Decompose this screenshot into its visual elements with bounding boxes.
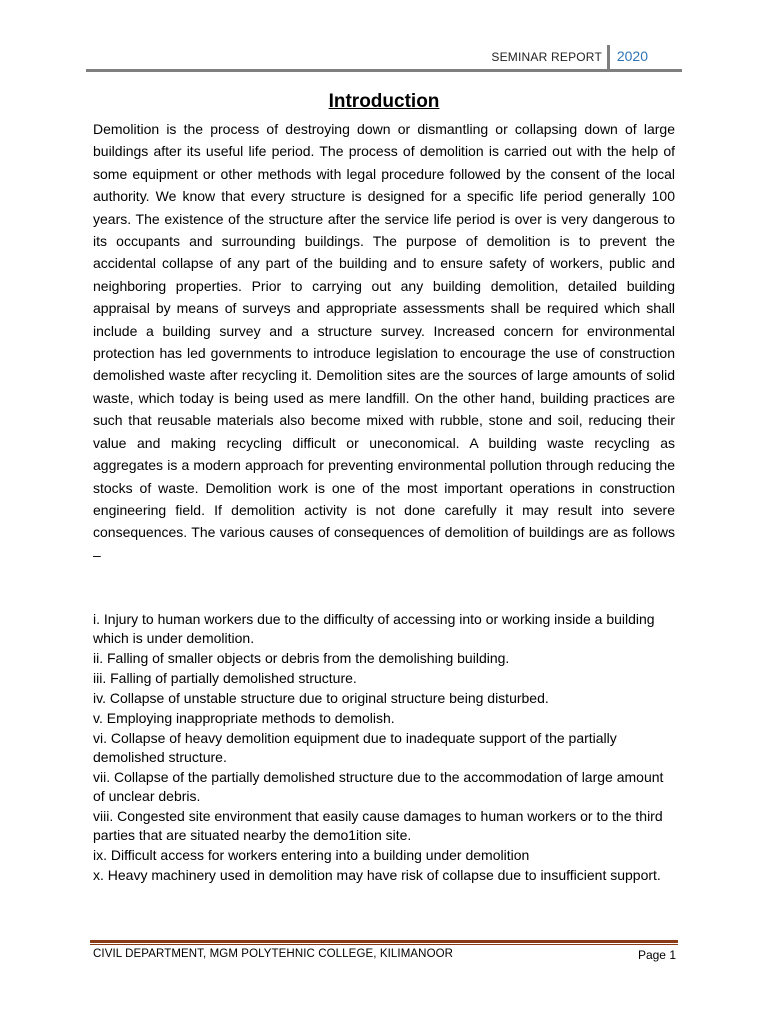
page-title: Introduction xyxy=(328,91,440,112)
header-separator xyxy=(607,45,610,71)
header-year: 2020 xyxy=(616,48,648,64)
page-number: Page 1 xyxy=(637,948,676,962)
header-label: SEMINAR REPORT xyxy=(491,50,602,64)
list-item: viii. Congested site environment that easily cause damages to human workers or to the third parties that are situated nearby the demo1ition site. xyxy=(93,808,663,843)
list-item: ii. Falling of smaller objects or debris from the demolishing building. xyxy=(93,650,510,666)
list-item: v. Employing inappropriate methods to demolish. xyxy=(93,710,395,726)
list-item: x. Heavy machinery used in demolition may have risk of collapse due to insufficient support. xyxy=(93,867,661,883)
footer-institution: CIVIL DEPARTMENT, MGM POLYTEHNIC COLLEGE, KILIMANOOR xyxy=(93,948,454,960)
list-item: vi. Collapse of heavy demolition equipment due to inadequate support of the partially demolished structure. xyxy=(93,730,617,765)
header-rule xyxy=(86,69,682,72)
footer-rule xyxy=(90,940,678,945)
list-item: iii. Falling of partially demolished structure. xyxy=(93,670,357,686)
page-header xyxy=(86,42,682,72)
list-item: vii. Collapse of the partially demolished structure due to the accommodation of large amount of unclear debris. xyxy=(93,769,664,804)
causes-list xyxy=(93,610,675,886)
list-item: iv. Collapse of unstable structure due to original structure being disturbed. xyxy=(93,690,549,706)
intro-paragraph: Demolition is the process of destroying down or dismantling or collapsing down of large buildings after its useful life period. The process of demolition is carried out with the help of some equipment or other methods with legal procedure followed by the consent of the local authority. We know that every structure is designed for a specific life period generally 100 years. The existence of the structure after the service life period is over is very dangerous to its occupants and surrounding buildings. The purpose of demolition is to prevent the accidental collapse of any part of the building and to ensure safety of workers, public and neighboring properties. Prior to carrying out any building demolition, detailed building appraisal by means of surveys and appropriate assessments shall be required which shall include a building survey and a structure survey. Increased concern for environmental protection has led governments to introduce legislation to encourage the use of construction demolished waste after recycling it. Demolition sites are the sources of large amounts of solid waste, which today is being used as mere landfill. On the other hand, building practices are such that reusable materials also become mixed with rubble, stone and soil, reducing their value and making recycling difficult or uneconomical. A building waste recycling as aggregates is a modern approach for preventing environmental pollution through reducing the stocks of waste. Demolition work is one of the most important operations in construction engineering field. If demolition activity is not done carefully it may result into severe consequences. The various causes of consequences of demolition of buildings are as follows – xyxy=(93,121,675,563)
list-item: i. Injury to human workers due to the difficulty of accessing into or working inside a building which is under demolition. xyxy=(93,611,655,646)
list-item: ix. Difficult access for workers entering into a building under demolition xyxy=(93,847,530,863)
